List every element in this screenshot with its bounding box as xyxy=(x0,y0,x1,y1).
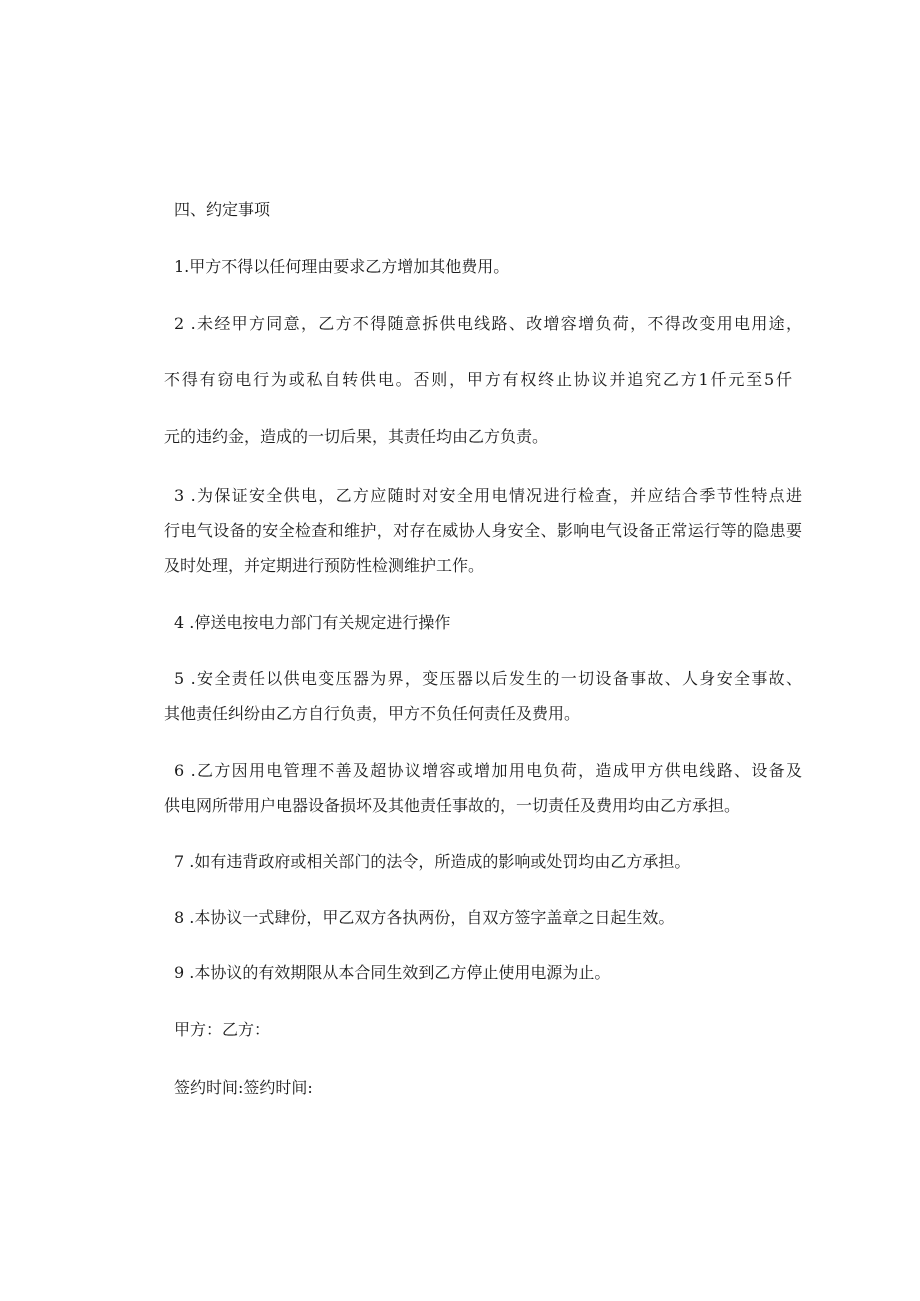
clause-4: 4 .停送电按电力部门有关规定进行操作 xyxy=(174,613,451,632)
clause-3-line-1: 3 .为保证安全供电，乙方应随时对安全用电情况进行检查，并应结合季节性特点进 xyxy=(174,486,802,505)
clause-3-line-2: 行电气设备的安全检查和维护，对存在威协人身安全、影响电气设备正常运行等的隐患要 xyxy=(164,521,802,540)
clause-6-line-1: 6 .乙方因用电管理不善及超协议增容或增加用电负荷，造成甲方供电线路、设备及 xyxy=(174,761,802,780)
clause-7: 7 .如有违背政府或相关部门的法令，所造成的影响或处罚均由乙方承担。 xyxy=(174,852,691,871)
sign-time-line: 签约时间:签约时间: xyxy=(174,1078,313,1097)
parties-line: 甲方：乙方： xyxy=(174,1020,271,1039)
clause-6-line-2: 供电网所带用户电器设备损坏及其他责任事故的，一切责任及费用均由乙方承担。 xyxy=(164,796,741,815)
clause-2-line-3: 元的违约金，造成的一切后果，其责任均由乙方负责。 xyxy=(164,427,549,446)
clause-3-line-3: 及时处理，并定期进行预防性检测维护工作。 xyxy=(164,556,485,575)
clause-2-line-2: 不得有窃电行为或私自转供电。否则，甲方有权终止协议并追究乙方1仟元至5仟 xyxy=(164,370,792,389)
clause-5-line-1: 5 .安全责任以供电变压器为界，变压器以后发生的一切设备事故、人身安全事故、 xyxy=(174,669,802,688)
clause-5-line-2: 其他责任纠纷由乙方自行负责，甲方不负任何责任及费用。 xyxy=(164,704,581,723)
clause-1: 1.甲方不得以任何理由要求乙方增加其他费用。 xyxy=(174,257,510,276)
section-heading: 四、约定事项 xyxy=(174,200,271,219)
clause-9: 9 .本协议的有效期限从本合同生效到乙方停止使用电源为止。 xyxy=(174,963,611,982)
clause-8: 8 .本协议一式肆份，甲乙双方各执两份，自双方签字盖章之日起生效。 xyxy=(174,908,675,927)
clause-2-line-1: 2 .未经甲方同意，乙方不得随意拆供电线路、改增容增负荷，不得改变用电用途， xyxy=(174,314,802,333)
